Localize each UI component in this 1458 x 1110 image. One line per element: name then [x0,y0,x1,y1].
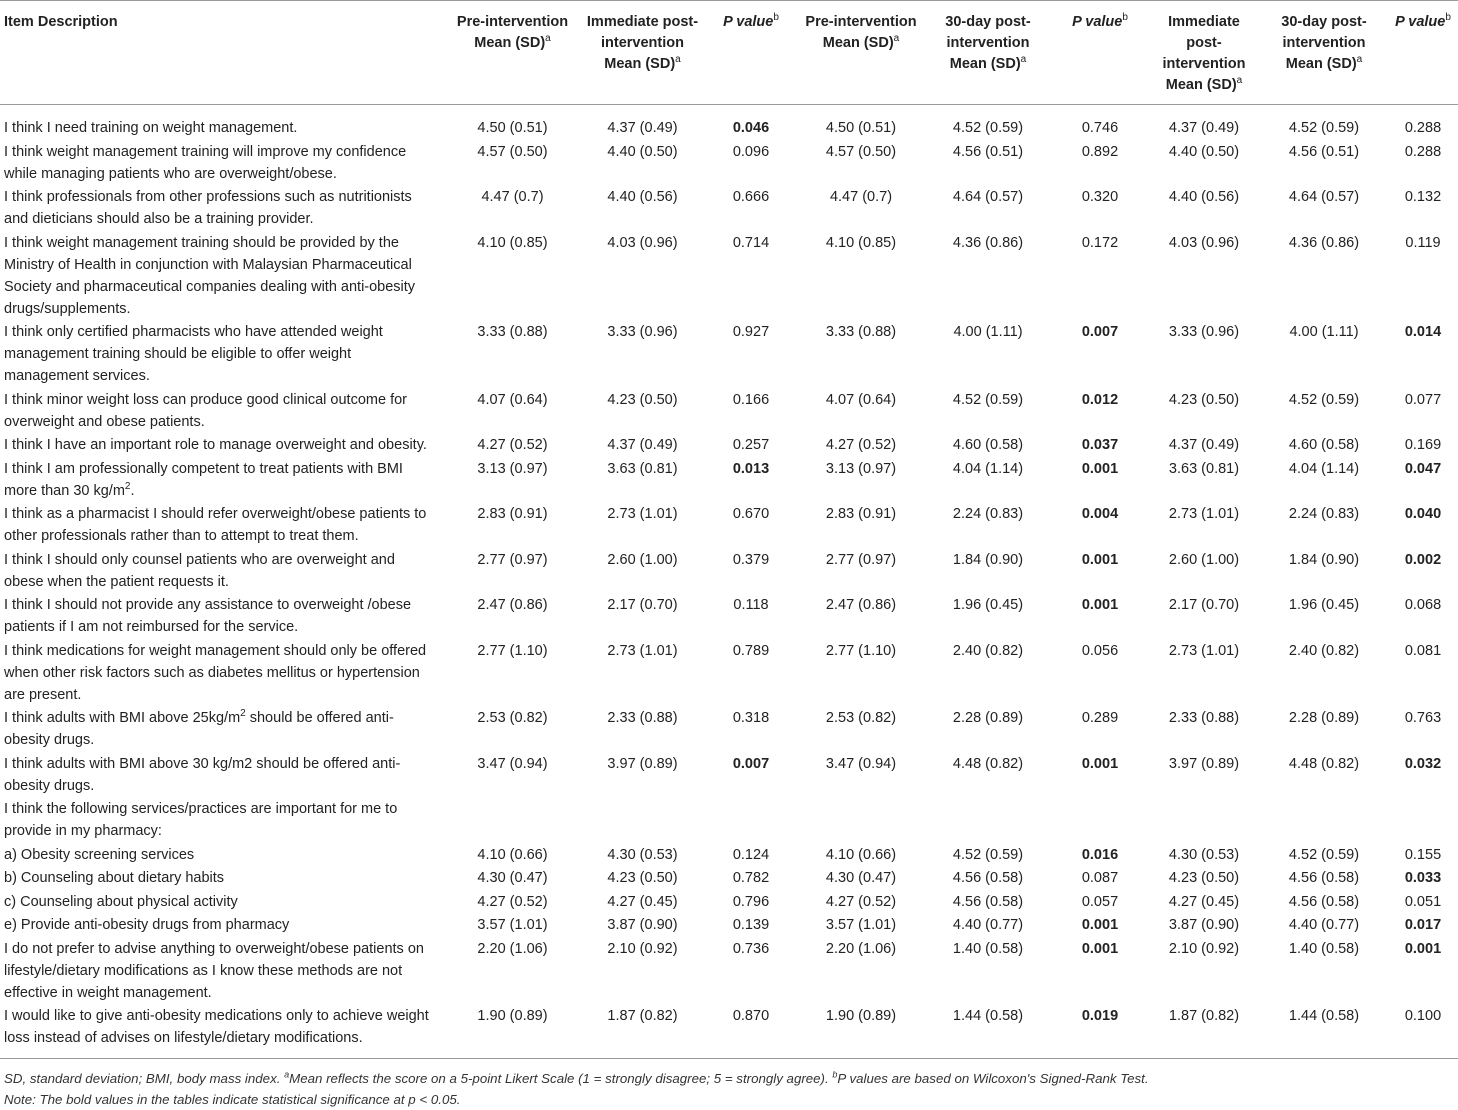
p-value-cell: 0.012 [1081,391,1119,408]
p-value-cell: 0.166 [732,391,770,408]
mean-sd-cell: 2.77 (0.97) [477,551,548,568]
p-value-cell: 0.057 [1081,893,1119,910]
mean-sd-cell: 4.23 (0.50) [607,870,678,886]
mean-sd-cell: 2.33 (0.88) [1168,710,1240,726]
table-row [0,798,1458,844]
header-immediate-post-2: Immediate post-intervention Mean (SD)$^a$ [1162,14,1246,93]
item-description: I do not prefer to advise anything to overweight/obese patients on lifestyle/dietary modifications as I know these methods are not effective in weight management. [4,940,424,1001]
item-description: I think I should not provide any assistance to overweight /obese patients if I am not reimbursed for the service. [4,597,412,635]
p-value-cell: 0.763 [1404,710,1442,726]
item-description: b) Counseling about dietary habits [4,870,225,886]
table-row [0,594,1458,640]
mean-sd-cell: 3.47 (0.94) [477,755,548,772]
mean-sd-cell: 3.33 (0.88) [477,324,548,340]
p-value-cell: 0.318 [732,710,770,726]
item-description: I think I am professionally competent to treat patients with BMI more than 30 $kg/m^2$. [4,460,403,499]
p-value-cell: 0.100 [1404,1008,1442,1024]
p-value-cell: 0.789 [732,642,770,659]
table-row [0,105,1458,141]
p-value-cell: 0.013 [732,460,770,477]
mean-sd-cell: 2.53 (0.82) [825,710,897,726]
mean-sd-cell: 4.52 (0.59) [1288,846,1360,863]
p-value-cell: 0.736 [732,940,770,957]
p-value-cell: 0.051 [1404,893,1442,910]
mean-sd-cell: 4.40 (0.56) [1168,189,1240,205]
mean-sd-cell: 4.07 (0.64) [477,391,548,408]
table-row [0,753,1458,799]
p-value-cell: 0.087 [1081,870,1119,886]
mean-sd-cell: 4.37 (0.49) [607,437,678,453]
mean-sd-cell: 4.56 (0.58) [1288,893,1360,910]
p-value-cell: 0.155 [1404,846,1442,863]
mean-sd-cell: 2.73 (1.01) [1168,506,1240,522]
mean-sd-cell: 2.60 (1.00) [1168,551,1240,568]
mean-sd-cell: 2.83 (0.91) [477,506,548,522]
item-description: I think I need training on weight management. [4,120,298,136]
mean-sd-cell [444,798,581,844]
mean-sd-cell: 1.84 (0.90) [952,551,1024,568]
mean-sd-cell: 2.17 (0.70) [607,597,678,613]
mean-sd-cell: 2.73 (1.01) [607,506,678,522]
mean-sd-cell: 2.77 (0.97) [825,551,897,568]
mean-sd-cell: 1.40 (0.58) [1288,940,1360,957]
mean-sd-cell: 1.87 (0.82) [1168,1008,1240,1024]
p-value-cell: 0.870 [732,1008,770,1024]
mean-sd-cell: 3.33 (0.96) [1168,324,1240,340]
mean-sd-cell: 4.40 (0.50) [607,143,678,160]
mean-sd-cell [581,798,704,844]
table-row [0,389,1458,435]
item-description: a) Obesity screening services [4,846,195,863]
mean-sd-cell: 4.40 (0.77) [1288,917,1360,933]
mean-sd-cell: 4.60 (0.58) [952,437,1024,453]
mean-sd-cell: 4.57 (0.50) [477,143,548,160]
header-p-value-2: P value$^b$ [1072,12,1128,30]
mean-sd-cell: 4.00 (1.11) [953,324,1023,340]
p-value-cell: 0.782 [732,870,770,886]
table-row [0,938,1458,1006]
mean-sd-cell [798,798,924,844]
item-description: I would like to give anti-obesity medications only to achieve weight loss instead of advises on lifestyle/dietary modifications. [4,1008,429,1046]
mean-sd-cell: 4.23 (0.50) [1168,391,1240,408]
mean-sd-cell: 3.47 (0.94) [825,755,897,772]
mean-sd-cell: 4.52 (0.59) [952,391,1024,408]
item-description: I think adults with BMI above 30 kg/m2 should be offered anti-obesity drugs. [4,755,401,794]
footnote-abbreviations: SD, standard deviation; BMI, body mass index. $^a$Mean reflects the score on a 5-point Likert Scale (1 = strongly disagree; 5 = strongly agree). $^b$P values are based on Wilcoxon's Signed-Rank Test. [4,1069,1149,1086]
table-row [0,503,1458,549]
p-value-cell: 0.016 [1081,846,1119,863]
mean-sd-cell: 2.10 (0.92) [607,940,678,957]
item-description: I think only certified pharmacists who have attended weight management training should be eligible to offer weight management services. [4,324,383,384]
p-value-cell: 0.001 [1081,917,1119,933]
mean-sd-cell: 4.37 (0.49) [607,120,678,136]
table-row [0,321,1458,389]
mean-sd-cell: 4.03 (0.96) [1168,234,1240,251]
mean-sd-cell: 4.30 (0.53) [607,846,678,863]
mean-sd-cell: 4.52 (0.59) [952,120,1024,136]
mean-sd-cell: 2.47 (0.86) [477,597,548,613]
mean-sd-cell: 4.23 (0.50) [1168,870,1240,886]
table-row [0,434,1458,458]
mean-sd-cell: 1.84 (0.90) [1288,551,1360,568]
mean-sd-cell: 3.13 (0.97) [825,460,897,477]
table-body [0,105,1458,1059]
p-value-cell: 0.001 [1404,940,1442,957]
p-value-cell: 0.001 [1081,940,1119,957]
mean-sd-cell: 4.03 (0.96) [607,234,678,251]
p-value-cell: 0.172 [1081,234,1119,251]
p-value-cell: 0.927 [732,324,770,340]
mean-sd-cell: 4.10 (0.66) [825,846,897,863]
mean-sd-cell: 2.47 (0.86) [825,597,897,613]
mean-sd-cell: 2.77 (1.10) [477,642,548,659]
p-value-cell: 0.289 [1081,710,1119,726]
mean-sd-cell: 1.96 (0.45) [952,597,1024,613]
table-row [0,707,1458,753]
p-value-cell: 0.046 [732,120,770,136]
p-value-cell: 0.320 [1081,189,1119,205]
mean-sd-cell: 2.73 (1.01) [1168,642,1240,659]
item-description: I think I should only counsel patients who are overweight and obese when the patient requests it. [4,551,395,590]
mean-sd-cell: 2.10 (0.92) [1168,940,1240,957]
mean-sd-cell [1148,798,1260,844]
p-value-cell [704,798,798,844]
mean-sd-cell [1260,798,1388,844]
p-value-cell: 0.077 [1404,391,1442,408]
p-value-cell: 0.670 [732,506,770,522]
mean-sd-cell: 4.48 (0.82) [952,755,1024,772]
table-row [0,844,1458,868]
mean-sd-cell: 2.20 (1.06) [825,940,897,957]
p-value-cell: 0.288 [1404,120,1442,136]
p-value-cell: 0.001 [1081,755,1119,772]
mean-sd-cell: 4.10 (0.85) [825,234,897,251]
mean-sd-cell: 1.44 (0.58) [1288,1008,1360,1024]
p-value-cell: 0.007 [1081,324,1119,340]
mean-sd-cell: 4.52 (0.59) [1288,120,1360,136]
p-value-cell: 0.746 [1081,120,1119,136]
table-footnotes [0,1059,1458,1110]
mean-sd-cell: 4.52 (0.59) [952,846,1024,863]
mean-sd-cell: 4.27 (0.52) [477,437,548,453]
mean-sd-cell: 4.56 (0.51) [1288,143,1360,160]
mean-sd-cell: 4.00 (1.11) [1289,324,1359,340]
p-value-cell: 0.040 [1404,506,1442,522]
p-value-cell: 0.033 [1404,870,1442,886]
mean-sd-cell: 2.40 (0.82) [1288,642,1360,659]
mean-sd-cell: 1.44 (0.58) [952,1008,1024,1024]
mean-sd-cell: 4.23 (0.50) [607,391,678,408]
p-value-cell: 0.118 [733,597,769,613]
mean-sd-cell: 3.97 (0.89) [607,755,678,772]
table-row [0,549,1458,595]
p-value-cell: 0.007 [732,755,770,772]
header-pre-intervention-1: Pre-intervention Mean (SD)$^a$ [456,14,569,51]
mean-sd-cell: 2.24 (0.83) [1288,506,1360,522]
table-row [0,186,1458,232]
item-description: I think medications for weight management should only be offered when other risk factors such as diabetes mellitus or hypertension are present. [4,642,427,703]
mean-sd-cell: 4.48 (0.82) [1288,755,1360,772]
mean-sd-cell: 4.36 (0.86) [952,234,1024,251]
mean-sd-cell: 4.27 (0.45) [607,893,678,910]
mean-sd-cell: 4.07 (0.64) [825,391,897,408]
p-value-cell: 0.056 [1081,642,1119,659]
header-p-value-3: P value$^b$ [1395,12,1451,30]
mean-sd-cell: 4.40 (0.50) [1168,143,1240,160]
p-value-cell: 0.132 [1404,189,1442,205]
p-value-cell: 0.169 [1404,437,1442,453]
mean-sd-cell: 4.56 (0.58) [952,893,1024,910]
mean-sd-cell: 3.97 (0.89) [1168,755,1240,772]
header-row [0,1,1458,105]
table-row [0,914,1458,938]
p-value-cell: 0.032 [1404,755,1442,772]
p-value-cell: 0.714 [732,234,770,251]
mean-sd-cell: 4.10 (0.85) [477,234,548,251]
table-row [0,141,1458,187]
mean-sd-cell: 4.27 (0.52) [477,893,548,910]
mean-sd-cell: 3.63 (0.81) [607,460,678,477]
mean-sd-cell: 4.47 (0.7) [481,189,544,205]
mean-sd-cell: 4.37 (0.49) [1168,437,1240,453]
item-description: I think professionals from other professions such as nutritionists and dieticians should also be a training provider. [4,189,412,227]
p-value-cell: 0.666 [732,189,770,205]
mean-sd-cell: 2.24 (0.83) [952,506,1024,522]
p-value-cell: 0.019 [1081,1008,1119,1024]
mean-sd-cell: 4.30 (0.47) [477,870,548,886]
item-description: I think minor weight loss can produce good clinical outcome for overweight and obese patients. [4,391,407,430]
p-value-cell: 0.037 [1081,437,1119,453]
mean-sd-cell: 4.56 (0.58) [1288,870,1360,886]
mean-sd-cell: 3.13 (0.97) [477,460,548,477]
p-value-cell: 0.096 [732,143,770,160]
header-p-value-1: P value$^b$ [723,12,779,30]
header-item-description: Item Description [4,14,118,30]
mean-sd-cell: 2.40 (0.82) [952,642,1024,659]
mean-sd-cell: 4.57 (0.50) [825,143,897,160]
item-description: I think weight management training will improve my confidence while managing patients who are overweight/obese. [4,143,407,182]
table-row [0,1005,1458,1059]
table-row [0,891,1458,915]
mean-sd-cell: 1.90 (0.89) [477,1008,548,1024]
mean-sd-cell: 3.87 (0.90) [1168,917,1240,933]
item-description: I think as a pharmacist I should refer overweight/obese patients to other professionals rather than to attempt to treat them. [4,506,427,544]
p-value-cell: 0.892 [1081,143,1119,160]
mean-sd-cell: 2.83 (0.91) [825,506,897,522]
item-description: I think the following services/practices are important for me to provide in my pharmacy: [4,801,398,839]
mean-sd-cell: 2.20 (1.06) [477,940,548,957]
mean-sd-cell: 2.73 (1.01) [607,642,678,659]
p-value-cell: 0.047 [1404,460,1442,477]
mean-sd-cell: 4.52 (0.59) [1288,391,1360,408]
mean-sd-cell: 2.28 (0.89) [952,710,1024,726]
item-description: I think weight management training should be provided by the Ministry of Health in conjunction with Malaysian Pharmaceutical Society and pharmaceutical companies dealing with anti-obesity drugs/supplements. [4,234,416,317]
mean-sd-cell: 4.27 (0.45) [1168,893,1240,910]
table-row [0,640,1458,708]
table-row [0,232,1458,322]
p-value-cell: 0.001 [1081,460,1119,477]
mean-sd-cell: 3.57 (1.01) [825,917,897,933]
p-value-cell: 0.001 [1081,551,1119,568]
mean-sd-cell: 2.77 (1.10) [825,642,897,659]
mean-sd-cell: 4.56 (0.58) [952,870,1024,886]
mean-sd-cell: 4.60 (0.58) [1288,437,1360,453]
mean-sd-cell: 4.30 (0.47) [825,870,897,886]
p-value-cell: 0.002 [1404,551,1442,568]
mean-sd-cell: 4.64 (0.57) [1288,189,1360,205]
item-description: I think I have an important role to manage overweight and obesity. [4,437,427,453]
table-row [0,458,1458,504]
mean-sd-cell: 4.40 (0.77) [952,917,1024,933]
mean-sd-cell: 1.87 (0.82) [607,1008,678,1024]
mean-sd-cell: 4.47 (0.7) [829,189,893,205]
p-value-cell: 0.081 [1404,642,1442,659]
mean-sd-cell: 4.50 (0.51) [477,120,548,136]
mean-sd-cell: 3.33 (0.88) [825,324,897,340]
mean-sd-cell: 4.27 (0.52) [825,893,897,910]
p-value-cell: 0.017 [1404,917,1442,933]
header-30-day-post-1: 30-day post-intervention Mean (SD)$^a$ [945,14,1031,72]
mean-sd-cell: 4.56 (0.51) [952,143,1024,160]
mean-sd-cell: 4.10 (0.66) [477,846,548,863]
mean-sd-cell: 3.57 (1.01) [477,917,548,933]
p-value-cell: 0.124 [732,846,770,863]
p-value-cell: 0.257 [732,437,770,453]
p-value-cell: 0.379 [732,551,770,568]
mean-sd-cell: 1.40 (0.58) [952,940,1024,957]
mean-sd-cell: 2.53 (0.82) [477,710,548,726]
p-value-cell: 0.119 [1405,234,1441,251]
mean-sd-cell: 1.96 (0.45) [1288,597,1360,613]
item-description: I think adults with BMI above $25kg/m^2$ should be offered anti-obesity drugs. [4,708,394,748]
mean-sd-cell [924,798,1052,844]
p-value-cell: 0.068 [1404,597,1442,613]
mean-sd-cell: 3.63 (0.81) [1168,460,1240,477]
mean-sd-cell: 4.37 (0.49) [1168,120,1240,136]
mean-sd-cell: 4.27 (0.52) [825,437,897,453]
p-value-cell [1388,798,1458,844]
table-row [0,867,1458,891]
mean-sd-cell: 4.04 (1.14) [952,460,1024,477]
p-value-cell: 0.014 [1404,324,1442,340]
p-value-cell: 0.796 [732,893,770,910]
p-value-cell: 0.004 [1081,506,1119,522]
header-immediate-post-1: Immediate post-intervention Mean (SD)$^a$ [586,14,699,72]
mean-sd-cell: 3.33 (0.96) [607,324,678,340]
mean-sd-cell: 4.30 (0.53) [1168,846,1240,863]
p-value-cell [1052,798,1148,844]
mean-sd-cell: 4.50 (0.51) [825,120,897,136]
mean-sd-cell: 4.36 (0.86) [1288,234,1360,251]
header-pre-intervention-2: Pre-intervention Mean (SD)$^a$ [805,14,917,51]
mean-sd-cell: 2.17 (0.70) [1168,597,1240,613]
mean-sd-cell: 2.60 (1.00) [607,551,678,568]
mean-sd-cell: 2.28 (0.89) [1288,710,1360,726]
item-description: c) Counseling about physical activity [4,893,238,910]
mean-sd-cell: 4.40 (0.56) [607,189,678,205]
p-value-cell: 0.288 [1404,143,1442,160]
mean-sd-cell: 4.04 (1.14) [1288,460,1360,477]
p-value-cell: 0.001 [1081,597,1119,613]
footnote-significance: Note: The bold values in the tables indicate statistical significance at p < 0.05. [4,1092,461,1107]
item-description: e) Provide anti-obesity drugs from pharmacy [4,917,290,933]
header-30-day-post-2: 30-day post-intervention Mean (SD)$^a$ [1281,14,1367,72]
mean-sd-cell: 4.64 (0.57) [952,189,1024,205]
mean-sd-cell: 3.87 (0.90) [607,917,678,933]
mean-sd-cell: 2.33 (0.88) [607,710,678,726]
p-value-cell: 0.139 [732,917,770,933]
mean-sd-cell: 1.90 (0.89) [825,1008,897,1024]
